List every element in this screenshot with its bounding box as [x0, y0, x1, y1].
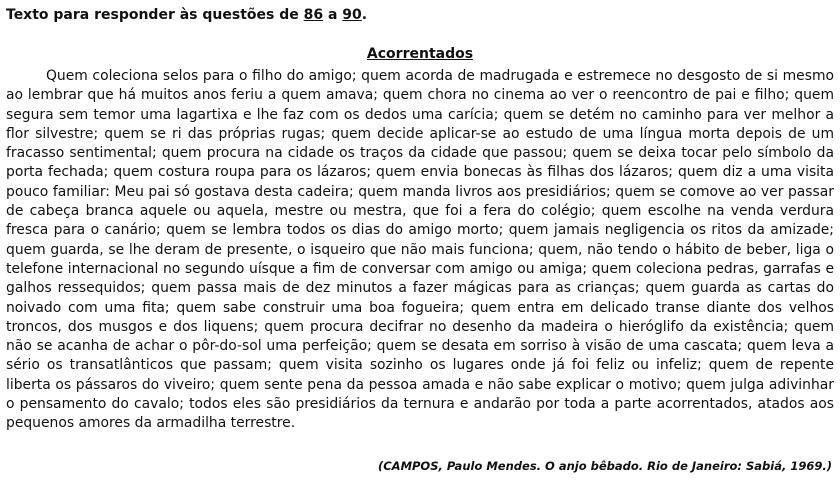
- text-title: Acorrentados: [366, 46, 474, 62]
- text-body: Quem coleciona selos para o filho do amigo; quem acorda de madrugada e estremece no desgosto de si mesmo ao lembrar que há muitos anos feriu a quem amava; quem chora no cinema ao ver o reencontro de pai e filho; quem segura sem temor uma lagartixa e lhe faz com os dedos uma carícia; quem se detém no caminho para ver melhor a flor silvestre; quem se ri das próprias rugas; quem decide aplicar-se ao estudo de uma língua morta depois de um fracasso sentimental; quem procura na cidade os traços da cidade que passou; quem se deixa tocar pelo símbolo da porta fechada; quem costura roupa para os lázaros; quem envia bonecas às filhas dos lázaros; quem diz a uma visita pouco familiar: Meu pai só gostava desta cadeira; quem manda livros aos presidiários; quem se comove ao ver passar de cabeça branca aquele ou aquela, mestre ou mestra, que foi a fera do colégio; quem escolhe na venda verdura fresca para o canário; quem se lembra todos os dias do amigo morto; quem jamais negligencia os ritos da amizade; quem guarda, se lhe deram de presente, o isqueiro que não mais funciona; quem, não tendo o hábito de beber, liga o telefone internacional no segundo uísque a fim de conversar com amigo ou amiga; quem coleciona pedras, garrafas e galhos ressequidos; quem passa mais de dez minutos a fazer mágicas para as crianças; quem guarda as cartas do noivado com uma fita; quem sabe construir uma boa fogueira; quem entra em delicado transe diante dos velhos troncos, dos musgos e dos liquens; quem procura decifrar no desenho da madeira o hieróglifo da existência; quem não se acanha de achar o pôr-do-sol uma perfeição; quem se desata em sorriso à visão de uma cascata; quem leva a sério os transatlânticos que passam; quem visita sozinho os lugares onde já foi feliz ou infeliz; quem de repente liberta os pássaros do viveiro; quem sente pena da pessoa amada e não sabe explicar o motivo; quem julga adivinhar o pensamento do cavalo; todos eles são presidiários da ternura e andarão por toda a parte acorrentados, atados aos pequenos amores da armadilha terrestre.: [6, 68, 834, 432]
- question-start-number: 86: [303, 7, 324, 23]
- source-citation: (CAMPOS, Paulo Mendes. O anjo bêbado. Rio de Janeiro: Sabiá, 1969.): [377, 459, 832, 473]
- instruction-header: [6, 6, 834, 24]
- instruction-connector: a: [323, 7, 343, 23]
- instruction-period: .: [361, 7, 368, 23]
- instruction-text: Texto para responder às questões de: [6, 7, 304, 23]
- question-end-number: 90: [342, 7, 362, 23]
